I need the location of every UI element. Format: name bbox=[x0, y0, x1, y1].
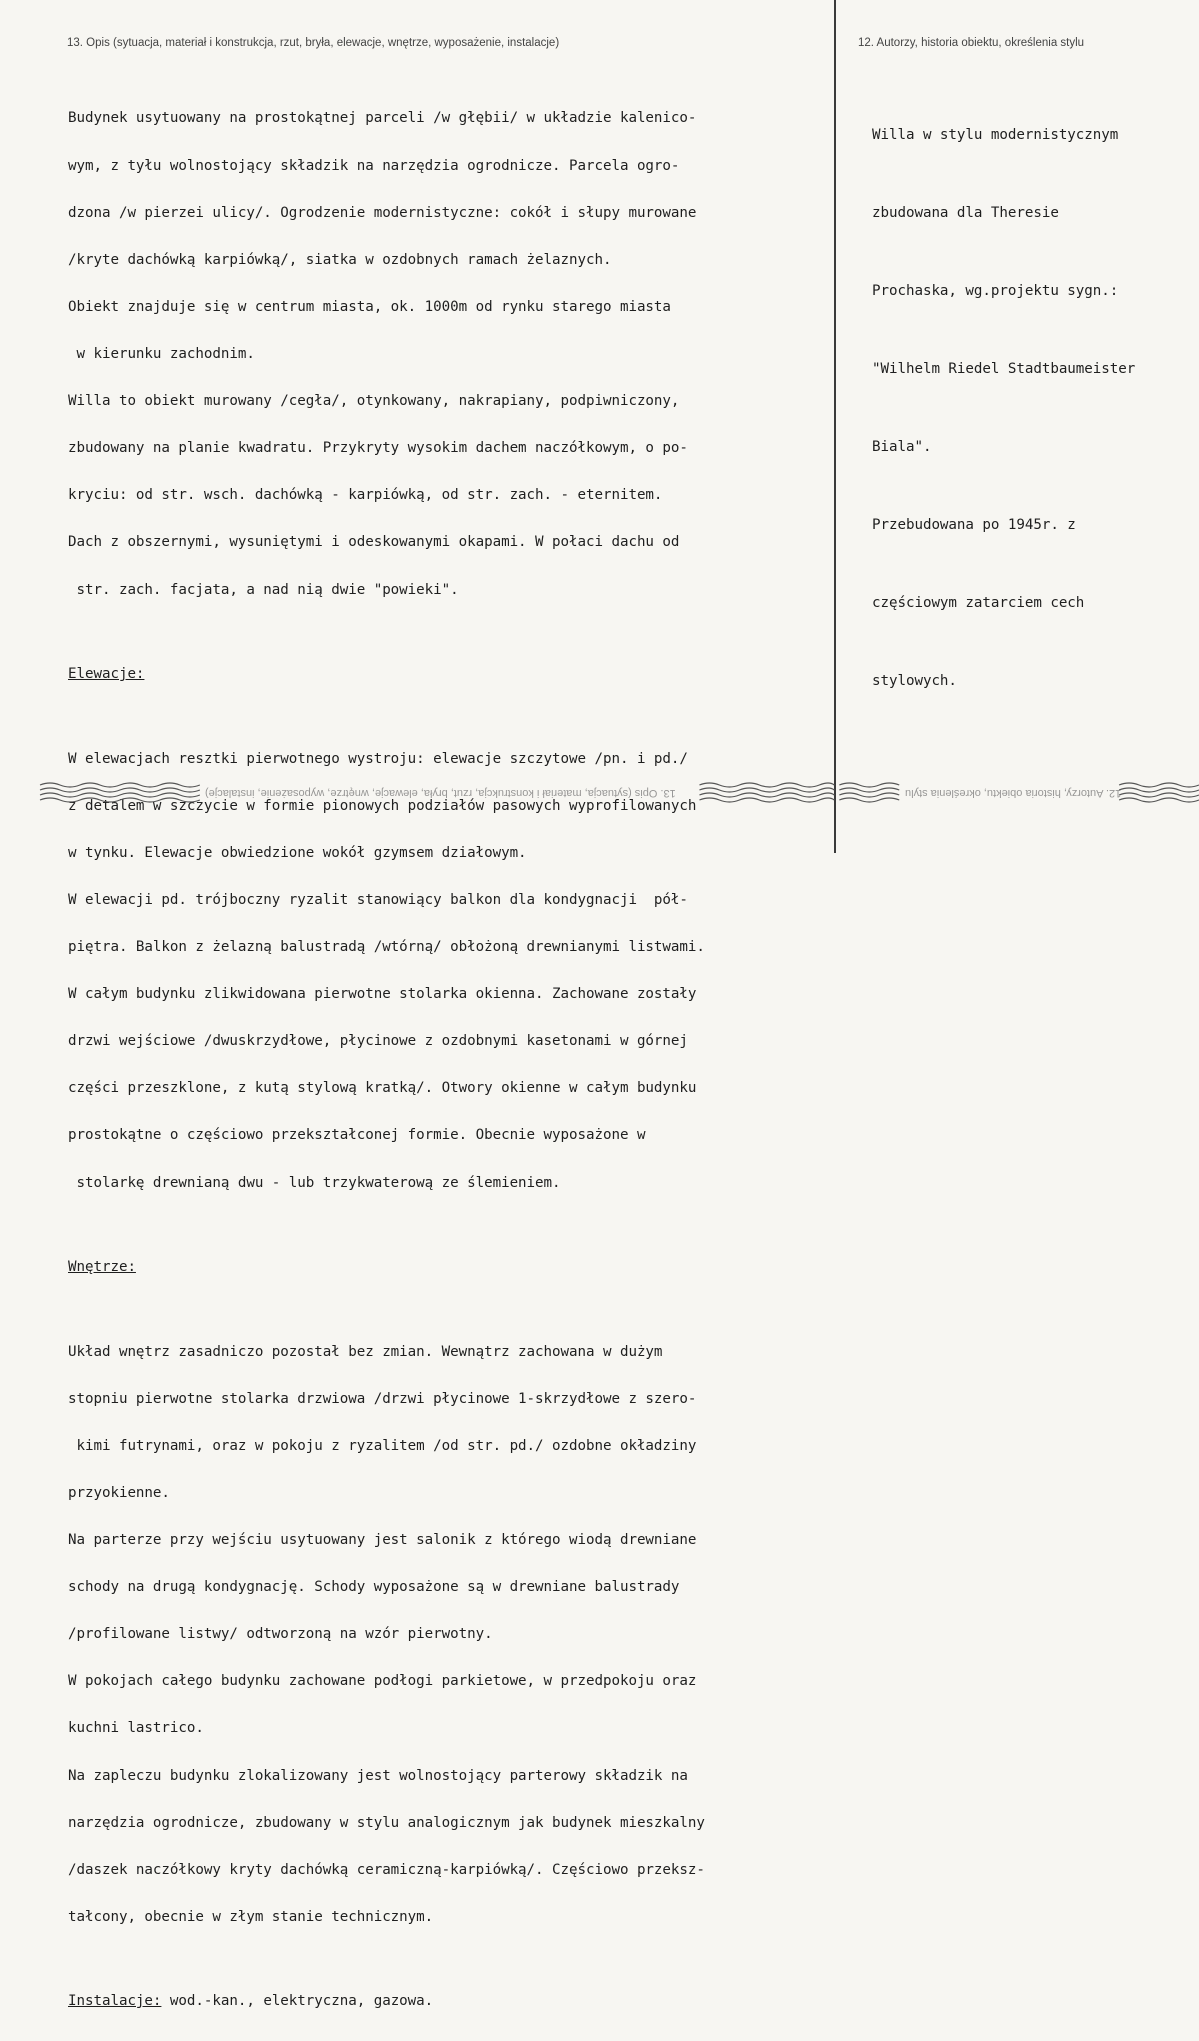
text-line: schody na drugą kondygnację. Schody wyposażone są w drewniane balustrady bbox=[68, 1579, 680, 1596]
text-line: W elewacjach resztki pierwotnego wystroju: elewacje szczytowe /pn. i pd./ bbox=[68, 750, 688, 767]
text-line: W pokojach całego budynku zachowane podłogi parkietowe, w przedpokoju oraz bbox=[68, 1673, 697, 1690]
text-line: częściowym zatarciem cech bbox=[872, 595, 1085, 611]
text-line: Willa to obiekt murowany /cegła/, otynkowany, nakrapiany, podpiwniczony, bbox=[68, 393, 680, 410]
text-line: narzędzia ogrodnicze, zbudowany w stylu analogicznym jak budynek mieszkalny bbox=[68, 1814, 705, 1831]
instalacje-line bbox=[68, 1994, 834, 2010]
text-line: Na zapleczu budynku zlokalizowany jest wolnostojący parterowy składzik na bbox=[68, 1767, 688, 1784]
text-line: drzwi wejściowe /dwuskrzydłowe, płycinowe z ozdobnymi kasetonami w górnej bbox=[68, 1033, 688, 1050]
text-line: przyokienne. bbox=[68, 1484, 170, 1501]
text-line: piętra. Balkon z żelazną balustradą /wtórną/ obłożoną drewnianymi listwami. bbox=[68, 938, 705, 955]
column-divider bbox=[834, 0, 836, 853]
text-line: Biala". bbox=[872, 439, 932, 455]
mirrored-authors-header: 12. Autorzy, historia obiektu, określenia stylu bbox=[905, 787, 1122, 799]
text-line: kimi futrynami, oraz w pokoju z ryzalitem /od str. pd./ ozdobne okładziny bbox=[68, 1437, 697, 1454]
text-line: Obiekt znajduje się w centrum miasta, ok. 1000m od rynku starego miasta bbox=[68, 298, 671, 315]
authors-body bbox=[872, 70, 1135, 746]
text-line: prostokątne o częściowo przekształconej formie. Obecnie wyposażone w bbox=[68, 1127, 646, 1144]
text-line: W całym budynku zlikwidowana pierwotne stolarka okienna. Zachowane zostały bbox=[68, 986, 697, 1003]
text-line: zbudowany na planie kwadratu. Przykryty wysokim dachem naczółkowym, o po- bbox=[68, 440, 688, 457]
text-line: /kryte dachówką karpiówką/, siatka w ozdobnych ramach żelaznych. bbox=[68, 251, 612, 268]
text-line: części przeszklone, z kutą stylową kratką/. Otwory okienne w całym budynku bbox=[68, 1080, 697, 1097]
text-line: wym, z tyłu wolnostojący składzik na narzędzia ogrodnicze. Parcela ogro- bbox=[68, 157, 680, 174]
text-line: Układ wnętrz zasadniczo pozostał bez zmian. Wewnątrz zachowana w dużym bbox=[68, 1343, 663, 1360]
text-line: z detalem w szczycie w formie pionowych podziałów pasowych wyprofilowanych bbox=[68, 797, 697, 814]
text-line: kuchni lastrico. bbox=[68, 1720, 204, 1737]
text-line: /profilowane listwy/ odtworzoną na wzór pierwotny. bbox=[68, 1626, 493, 1643]
text-line: stylowych. bbox=[872, 673, 957, 689]
text-line: /daszek naczółkowy kryty dachówką ceramiczną-karpiówką/. Częściowo przeksz- bbox=[68, 1861, 705, 1878]
text-line: Prochaska, wg.projektu sygn.: bbox=[872, 283, 1119, 299]
text-line: Budynek usytuowany na prostokątnej parceli /w głębii/ w układzie kalenico- bbox=[68, 110, 697, 127]
text-line: kryciu: od str. wsch. dachówką - karpiówką, od str. zach. - eternitem. bbox=[68, 487, 663, 504]
text-line: w kierunku zachodnim. bbox=[68, 345, 255, 362]
mirrored-description-header: 13. Opis (sytuacja, materiał i konstrukcja, rzut, bryła, elewacje, wnętrze, wyposażenie, instalacje) bbox=[205, 787, 676, 799]
text-line: Na parterze przy wejściu usytuowany jest salonik z którego wiodą drewniane bbox=[68, 1531, 697, 1548]
text-line: zbudowana dla Theresie bbox=[872, 205, 1059, 221]
text-line: "Wilhelm Riedel Stadtbaumeister bbox=[872, 361, 1136, 377]
text-line: str. zach. facjata, a nad nią dwie "powieki". bbox=[68, 581, 459, 598]
text-line: Willa w stylu modernistycznym bbox=[872, 127, 1119, 143]
text-line: stolarkę drewnianą dwu - lub trzykwaterową ze ślemieniem. bbox=[68, 1174, 561, 1191]
text-line: Przebudowana po 1945r. z bbox=[872, 517, 1076, 533]
text-line: dzona /w pierzei ulicy/. Ogrodzenie modernistyczne: cokół i słupy murowane bbox=[68, 204, 697, 221]
text-line: w tynku. Elewacje obwiedzione wokół gzymsem działowym. bbox=[68, 844, 527, 861]
text-line: Dach z obszernymi, wysuniętymi i odeskowanymi okapami. W połaci dachu od bbox=[68, 534, 680, 551]
text-line: stopniu pierwotne stolarka drzwiowa /drzwi płycinowe 1-skrzydłowe z szero- bbox=[68, 1390, 697, 1407]
text-line: tałcony, obecnie w złym stanie technicznym. bbox=[68, 1908, 434, 1925]
description-section-header: 13. Opis (sytuacja, materiał i konstrukcja, rzut, bryła, elewacje, wnętrze, wyposażenie, instalacje) bbox=[67, 37, 560, 49]
instalacje-text: wod.-kan., elektryczna, gazowa. bbox=[161, 1993, 434, 2010]
text-line: W elewacji pd. trójboczny ryzalit stanowiący balkon dla kondygnacji pół- bbox=[68, 891, 688, 908]
wnetrze-heading: Wnętrze: bbox=[68, 1259, 136, 1276]
instalacje-heading: Instalacje: bbox=[68, 1993, 162, 2010]
authors-section-header: 12. Autorzy, historia obiektu, określenia stylu bbox=[858, 37, 1085, 49]
elewacje-heading: Elewacje: bbox=[68, 666, 145, 683]
description-body bbox=[68, 80, 834, 2041]
